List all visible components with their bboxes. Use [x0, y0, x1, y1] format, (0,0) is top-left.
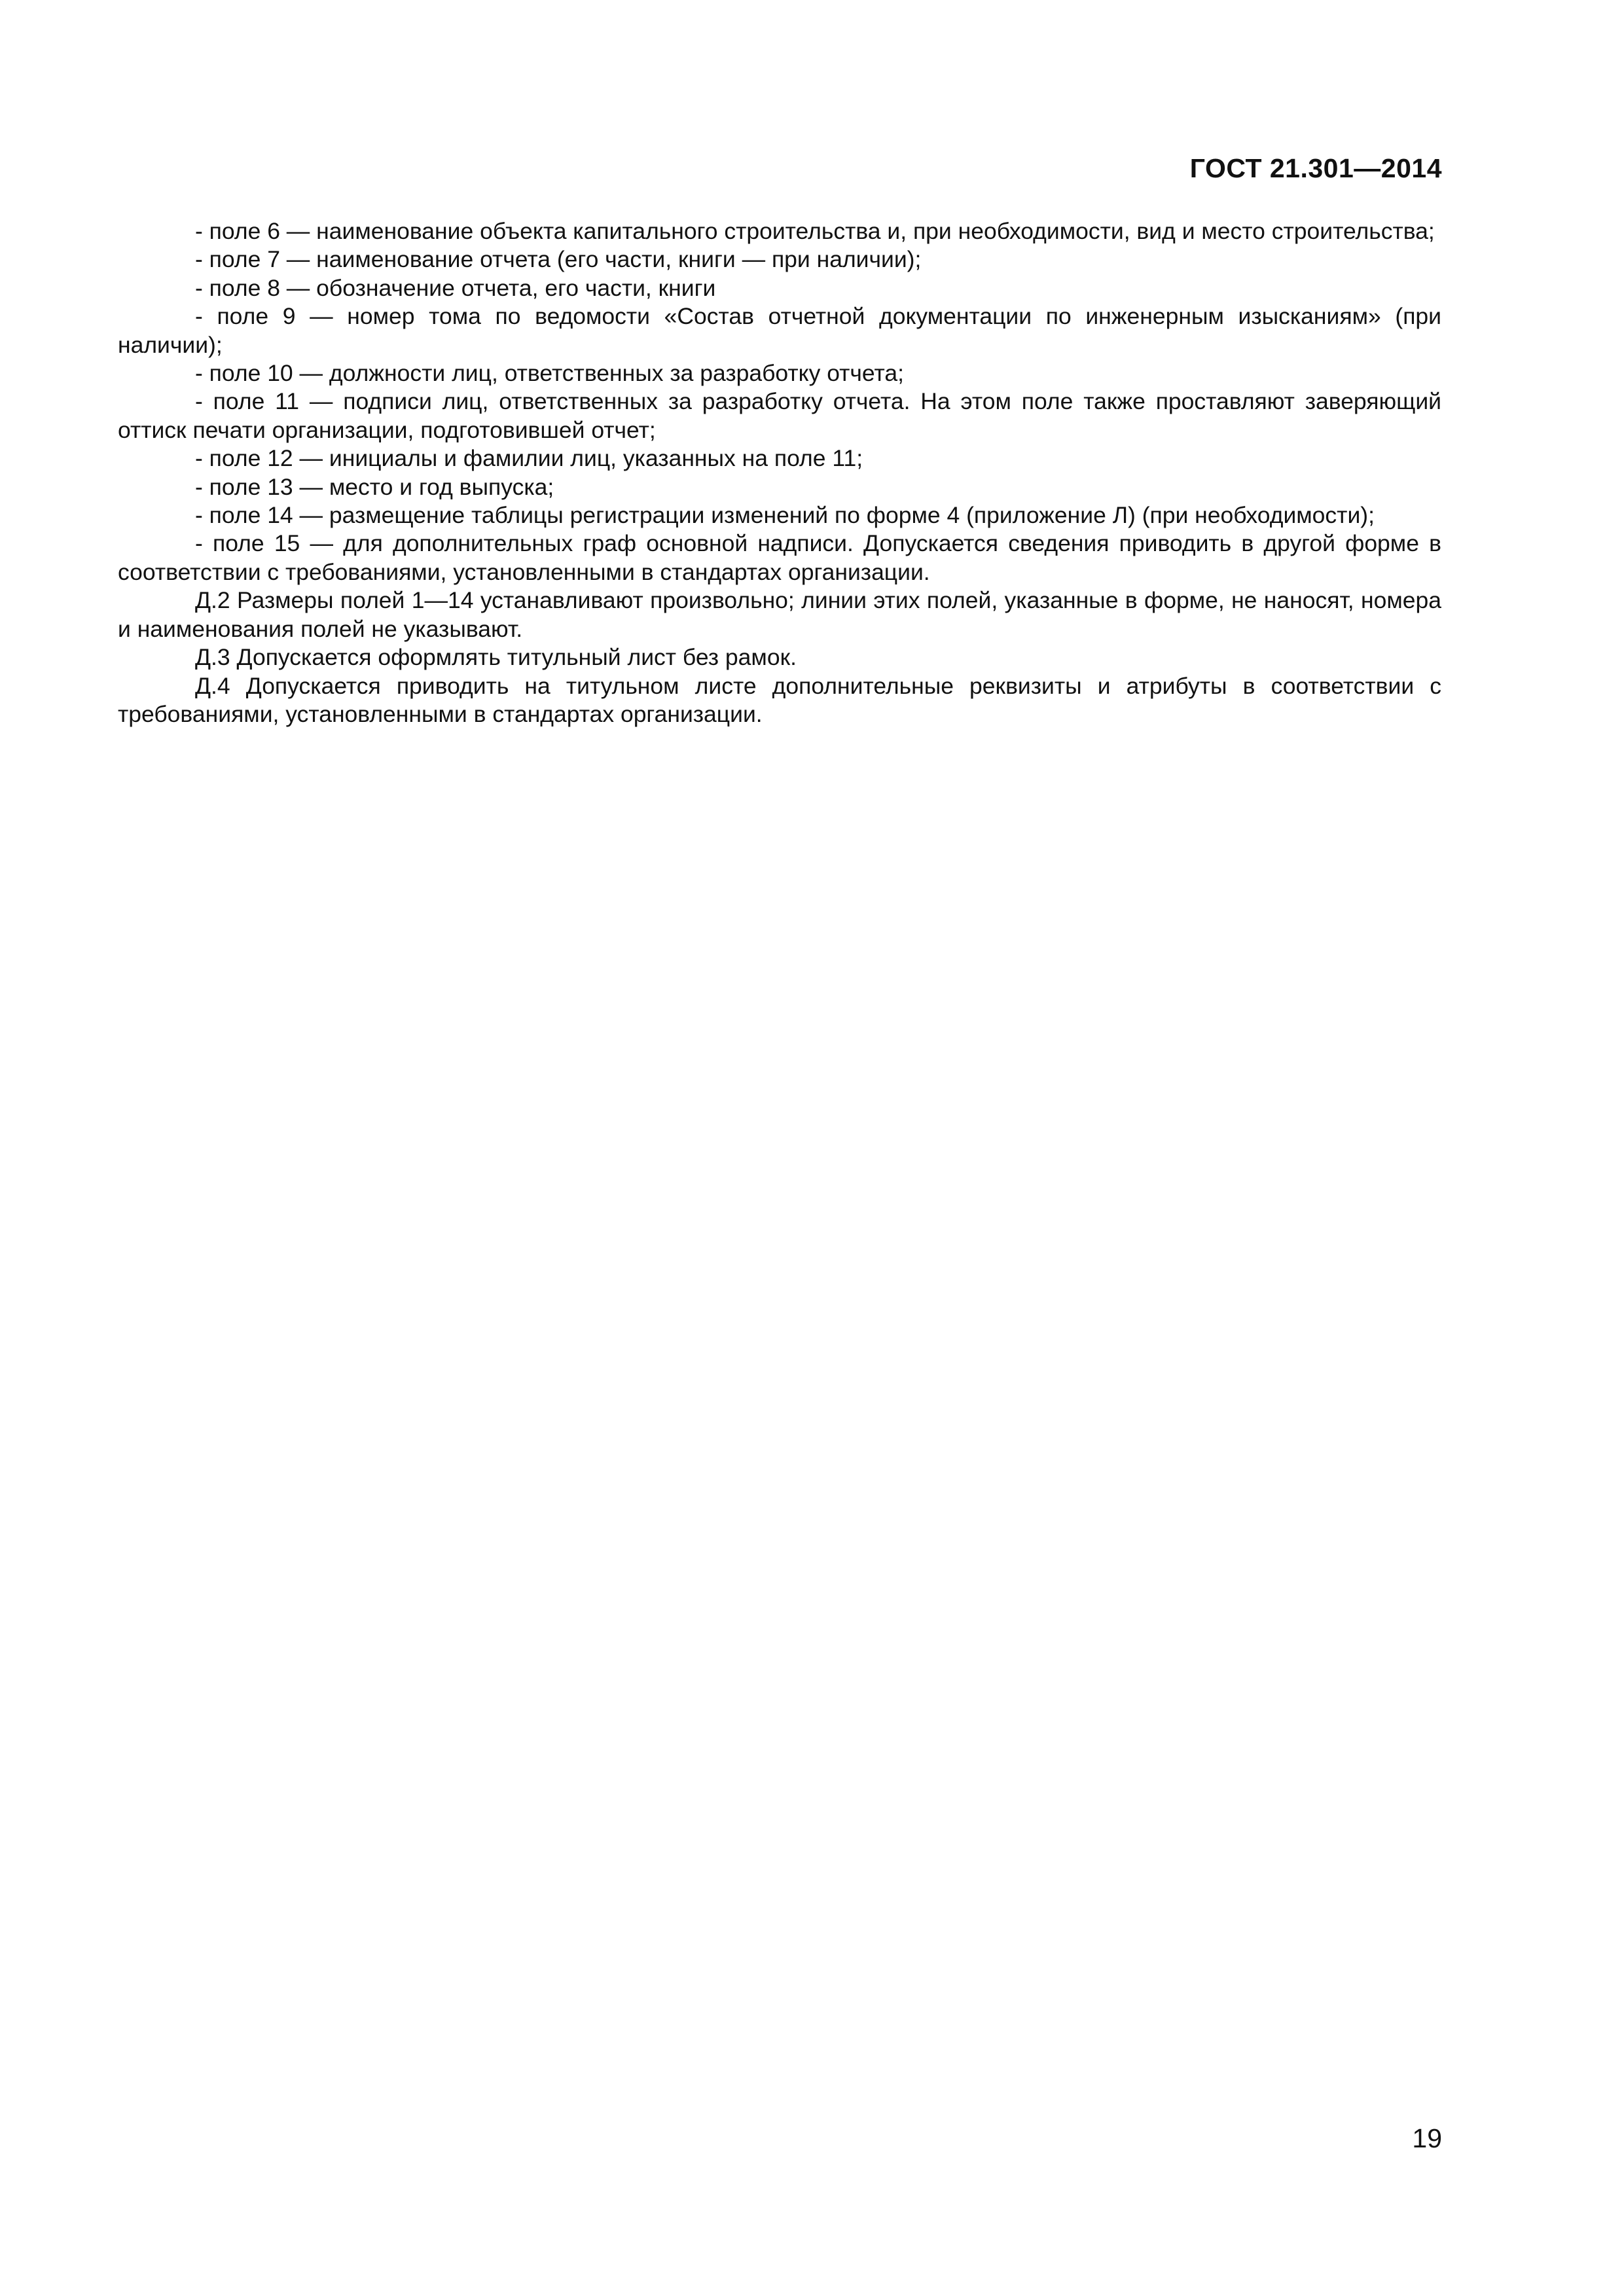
- paragraph-d4: Д.4 Допускается приводить на титульном листе дополнительные реквизиты и атрибуты в соответствии с требованиями, установленными в стандартах организации.: [118, 672, 1441, 727]
- paragraph-d3: Д.3 Допускается оформлять титульный лист без рамок.: [195, 644, 797, 671]
- paragraph-field-9: - поле 9 — номер тома по ведомости «Состав отчетной документации по инженерным изысканиям» (при наличии);: [118, 303, 1441, 358]
- page-body: [118, 217, 1441, 728]
- paragraph-field-13: - поле 13 — место и год выпуска;: [195, 473, 554, 500]
- paragraph-field-14: - поле 14 — размещение таблицы регистрации изменений по форме 4 (приложение Л) (при необходимости);: [195, 502, 1375, 529]
- document-code-header: ГОСТ 21.301—2014: [1189, 153, 1442, 183]
- paragraph-field-7: - поле 7 — наименование отчета (его части, книги — при наличии);: [195, 246, 922, 273]
- paragraph-field-11: - поле 11 — подписи лиц, ответственных за разработку отчета. На этом поле также проставляют заверяющий оттиск печати организации, подготовившей отчет;: [118, 388, 1441, 443]
- page-number: 19: [1412, 2123, 1442, 2153]
- paragraph-field-6: - поле 6 — наименование объекта капитального строительства и, при необходимости, вид и место строительства;: [195, 218, 1435, 244]
- paragraph-d2: Д.2 Размеры полей 1—14 устанавливают произвольно; линии этих полей, указанные в форме, не наносят, номера и наименования полей не указывают.: [118, 587, 1441, 642]
- paragraph-field-15: - поле 15 — для дополнительных граф основной надписи. Допускается сведения приводить в другой форме в соответствии с требованиями, установленными в стандартах организации.: [118, 530, 1441, 585]
- paragraph-field-8: - поле 8 — обозначение отчета, его части, книги: [195, 274, 716, 301]
- paragraph-field-10: - поле 10 — должности лиц, ответственных за разработку отчета;: [195, 360, 904, 387]
- paragraph-field-12: - поле 12 — инициалы и фамилии лиц, указанных на поле 11;: [195, 445, 863, 472]
